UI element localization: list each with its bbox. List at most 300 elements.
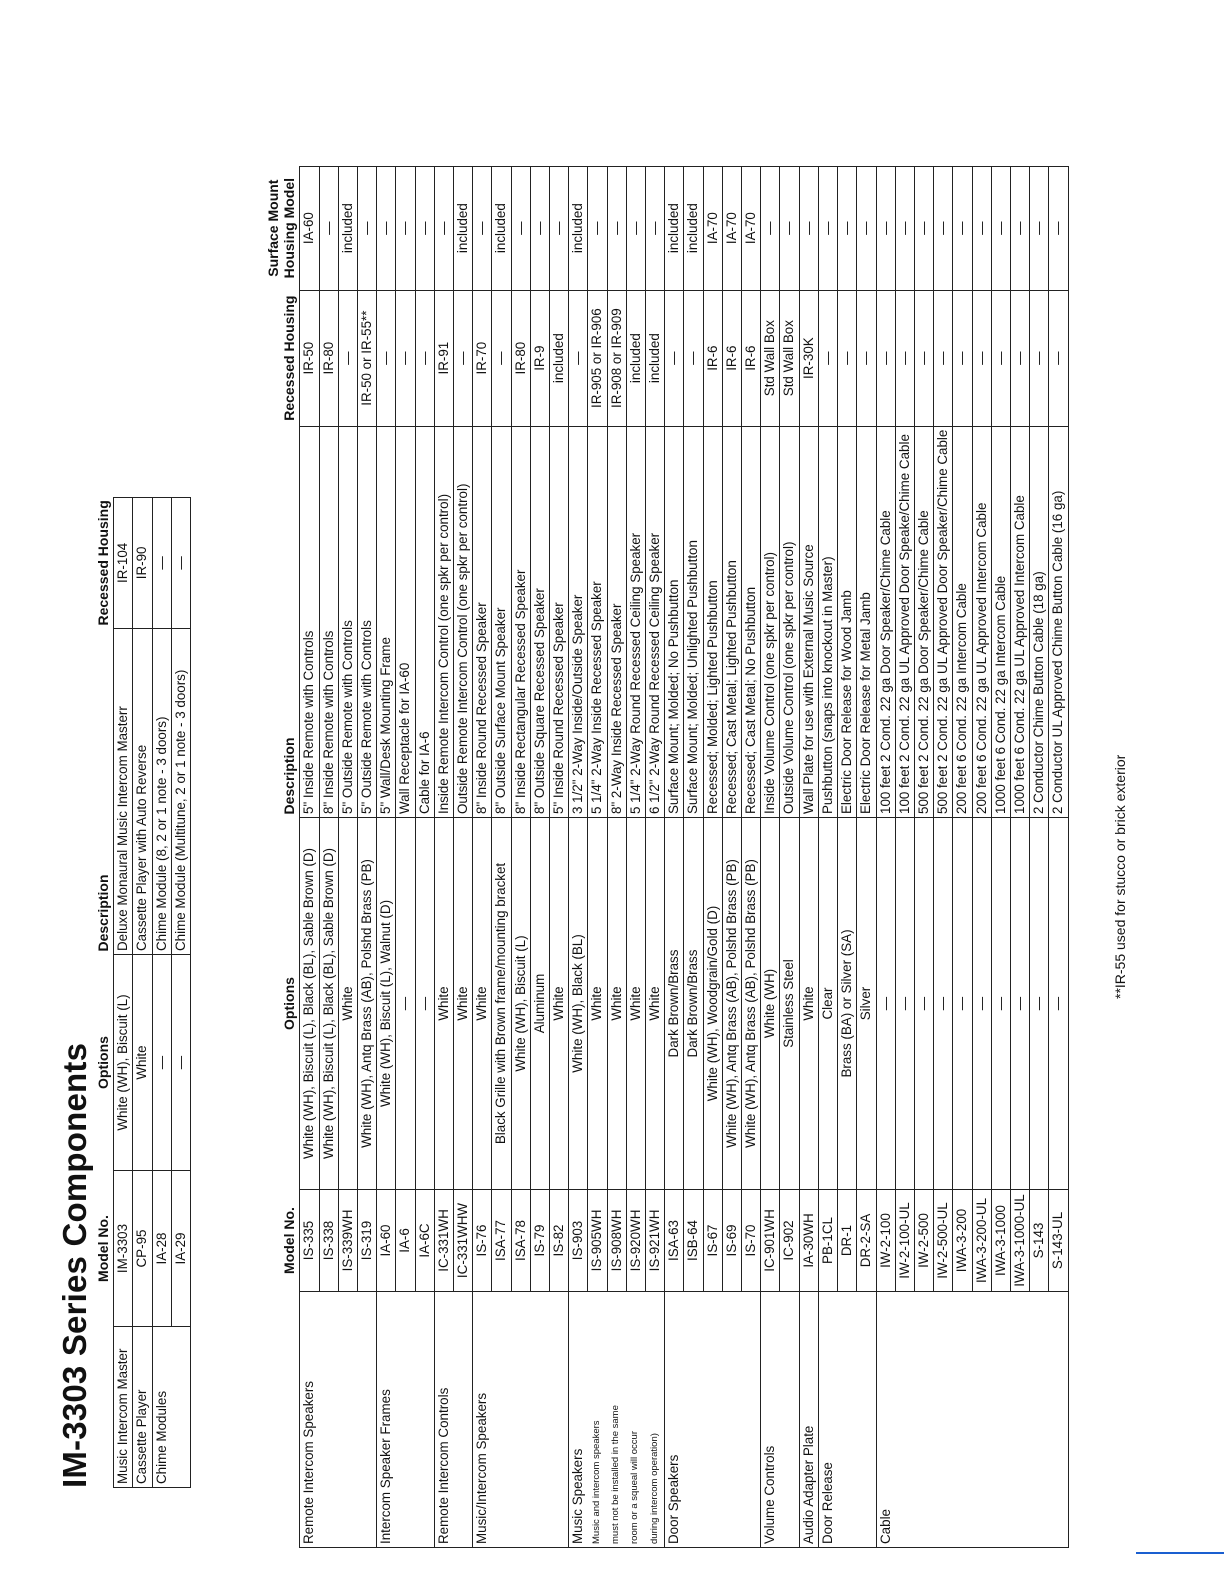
category-cell [742,1292,761,1548]
model-cell: ISB-64 [684,1190,703,1292]
options-cell: White [626,818,645,1190]
category-cell [396,1292,415,1548]
header-model: Model No. [95,1215,111,1282]
table-row [319,166,338,1547]
table-row [684,166,703,1547]
model-cell: IA-6 [396,1190,415,1292]
model-cell: S-143 [1030,1190,1049,1292]
surface-cell: — [1049,166,1068,290]
category-cell [530,1292,549,1548]
model-cell: IC-331WHW [454,1190,473,1292]
table-row [396,166,415,1547]
description-cell: Surface Mount; Molded; No Pushbutton [665,426,684,817]
recessed-cell: — [377,290,396,426]
surface-cell: — [434,166,453,290]
description-cell: 200 feet 6 Cond. 22 ga Intercom Cable [953,426,972,817]
table-row [799,166,818,1547]
description-cell: Recessed; Cast Metal; Lighted Pushbutton [722,426,741,817]
table-row [646,166,665,1547]
recessed-cell: — [818,290,837,426]
table-row [377,166,396,1547]
model-cell: IWA-3-1000-UL [1010,1190,1029,1292]
header-surface-line2: Housing Model [281,177,298,279]
options-cell: White [588,818,607,1190]
model-cell: IWA-3-200 [953,1190,972,1292]
model-cell: IS-903 [569,1190,588,1292]
options-cell: White [338,818,357,1190]
table-row [171,497,190,1487]
recessed-cell: IR-50 or IR-55** [358,290,377,426]
recessed-cell: — [895,290,914,426]
category-cell: Audio Adapter Plate [799,1292,818,1548]
table-row [857,166,876,1547]
recessed-cell: IR-91 [434,290,453,426]
footnote: **IR-55 used for stucco or brick exterior [1112,754,1128,999]
surface-cell: — [511,166,530,290]
model-cell: IW-2-100-UL [895,1190,914,1292]
description-cell: 100 feet 2 Cond. 22 ga Door Speaker/Chime Cable [876,426,895,817]
table-row [818,166,837,1547]
table-row [972,166,991,1547]
surface-cell: — [818,166,837,290]
recessed-cell: — [972,290,991,426]
category-cell [972,1292,991,1548]
recessed-cell: — [1030,290,1049,426]
table-row [133,497,152,1487]
category-cell: Music Speakers [569,1292,588,1548]
category-cell [857,1292,876,1548]
options-cell: Black Grille with Brown frame/mounting bracket [492,818,511,1190]
model-cell: IWA-3-200-UL [972,1190,991,1292]
model-cell: IW-2-100 [876,1190,895,1292]
table-row [876,166,895,1547]
category-cell [358,1292,377,1548]
table-row [742,166,761,1547]
category-cell: room or a squeal will occur [626,1292,645,1548]
description-cell: Electric Door Release for Metal Jamb [857,426,876,817]
description-cell: Surface Mount; Molded; Unlighted Pushbutton [684,426,703,817]
model-cell: S-143-UL [1049,1190,1068,1292]
category-cell: Door Release [818,1292,837,1548]
model-cell: IS-339WH [338,1190,357,1292]
description-cell: Wall Plate for use with External Music Source [799,426,818,817]
table-row [1010,166,1029,1547]
surface-cell: — [530,166,549,290]
category-cell [550,1292,569,1548]
options-cell: — [953,818,972,1190]
category-cell [415,1292,434,1548]
model-cell: IS-82 [550,1190,569,1292]
description-cell: Outside Remote Intercom Control (one spkr per control) [454,426,473,817]
recessed-cell: included [550,290,569,426]
model-cell: PB-1CL [818,1190,837,1292]
description-cell: 1000 feet 6 Cond. 22 ga UL Approved Intercom Cable [1010,426,1029,817]
model-cell: IA-29 [171,1171,190,1327]
model-cell: IS-319 [358,1190,377,1292]
options-cell: — [152,955,171,1171]
category-cell: Music/Intercom Speakers [473,1292,492,1548]
description-cell: 8" Inside Rectangular Recessed Speaker [511,426,530,817]
category-cell [934,1292,953,1548]
recessed-cell: included [646,290,665,426]
components-table-2 [264,166,1069,1548]
options-cell: White (WH) [761,818,780,1190]
table-row [703,166,722,1547]
table-row [300,166,319,1547]
category-cell: Volume Controls [761,1292,780,1548]
options-cell: — [914,818,933,1190]
category-cell [511,1292,530,1548]
recessed-cell: — [152,497,171,628]
surface-cell: — [646,166,665,290]
model-cell: IW-2-500-UL [934,1190,953,1292]
model-cell: IS-76 [473,1190,492,1292]
options-cell: Dark Brown/Brass [665,818,684,1190]
surface-cell: — [588,166,607,290]
category-cell [492,1292,511,1548]
description-cell: 5" Inside Remote with Controls [300,426,319,817]
options-cell: White [799,818,818,1190]
recessed-cell: — [492,290,511,426]
description-cell: 8" Inside Round Recessed Speaker [473,426,492,817]
category-cell [780,1292,799,1548]
model-cell: DR-1 [838,1190,857,1292]
table-row [511,166,530,1547]
model-cell: IA-28 [152,1171,171,1327]
category-cell [838,1292,857,1548]
surface-cell: — [607,166,626,290]
category-cell: must not be installed in the same [607,1292,626,1548]
category-cell [454,1292,473,1548]
options-cell: Aluminum [530,818,549,1190]
recessed-cell: — [953,290,972,426]
surface-cell: — [799,166,818,290]
category-cell: Intercom Speaker Frames [377,1292,396,1548]
recessed-cell: — [1010,290,1029,426]
surface-cell: — [857,166,876,290]
table-row [665,166,684,1547]
table-header [264,166,300,1547]
model-cell: IS-920WH [626,1190,645,1292]
table-row [434,166,453,1547]
options-cell: White (WH), Biscuit (L), Black (BL), Sable Brown (D) [319,818,338,1190]
table-row [588,166,607,1547]
category-cell [703,1292,722,1548]
recessed-cell: IR-70 [473,290,492,426]
recessed-cell: — [415,290,434,426]
table-row [338,166,357,1547]
description-cell: 500 feet 2 Cond. 22 ga UL Approved Door Speaker/Chime Cable [934,426,953,817]
surface-cell: — [415,166,434,290]
table-row [895,166,914,1547]
options-cell: White (WH), Woodgrain/Gold (D) [703,818,722,1190]
header-recessed: Recessed Housing [281,295,298,421]
table-row [358,166,377,1547]
model-cell: IC-902 [780,1190,799,1292]
recessed-cell: IR-30K [799,290,818,426]
surface-cell: included [684,166,703,290]
options-cell: — [1030,818,1049,1190]
category-cell: Remote Intercom Speakers [300,1292,319,1548]
surface-cell: — [1030,166,1049,290]
model-cell: IS-908WH [607,1190,626,1292]
model-cell: IS-338 [319,1190,338,1292]
description-cell: 5" Outside Remote with Controls [338,426,357,817]
options-cell: — [415,818,434,1190]
category-cell [1030,1292,1049,1548]
header-surface-line1: Surface Mount [265,179,281,277]
options-cell: White [434,818,453,1190]
surface-cell: — [396,166,415,290]
surface-cell: included [569,166,588,290]
model-cell: DR-2-SA [857,1190,876,1292]
model-cell: IM-3303 [114,1171,133,1327]
table-header [94,497,114,1487]
category-cell [1010,1292,1029,1548]
description-cell: 8" Outside Surface Mount Speaker [492,426,511,817]
table-row [530,166,549,1547]
category-cell [319,1292,338,1548]
surface-cell: — [319,166,338,290]
options-cell: White [607,818,626,1190]
table-row [152,497,171,1487]
surface-cell: — [626,166,645,290]
surface-cell: — [953,166,972,290]
surface-cell: IA-70 [722,166,741,290]
options-cell: — [934,818,953,1190]
category-cell: Music Intercom Master [114,1327,133,1488]
header-options: Options [95,1036,111,1089]
description-cell: 200 feet 6 Cond. 22 ga UL Approved Intercom Cable [972,426,991,817]
recessed-cell: — [684,290,703,426]
description-cell: Outside Volume Control (one spkr per control) [780,426,799,817]
recessed-cell: — [914,290,933,426]
table-row [1049,166,1068,1547]
description-cell: 2 Conductor UL Approved Chime Button Cable (16 ga) [1049,426,1068,817]
options-cell: — [876,818,895,1190]
model-cell: ISA-78 [511,1190,530,1292]
description-cell: 3 1/2" 2-Way Inside/Outside Speaker [569,426,588,817]
options-cell: White [550,818,569,1190]
category-cell: Remote Intercom Controls [434,1292,453,1548]
recessed-cell: — [338,290,357,426]
options-cell: — [991,818,1010,1190]
surface-cell: — [780,166,799,290]
recessed-cell: — [171,497,190,628]
options-cell: White [133,955,152,1171]
description-cell: Cassette Player with Auto Reverse [133,629,152,955]
surface-cell: IA-70 [742,166,761,290]
recessed-cell: — [569,290,588,426]
description-cell: Deluxe Monaural Music Intercom Masterr [114,629,133,955]
recessed-cell: — [991,290,1010,426]
header-description: Description [95,874,111,952]
recessed-cell: included [626,290,645,426]
model-cell: IC-901WH [761,1190,780,1292]
model-cell: CP-95 [133,1171,152,1327]
recessed-cell: Std Wall Box [761,290,780,426]
options-cell: Dark Brown/Brass [684,818,703,1190]
surface-cell: — [473,166,492,290]
table-row [415,166,434,1547]
options-cell: — [895,818,914,1190]
description-cell: 100 feet 2 Cond. 22 ga UL Approved Door Speake/Chime Cable [895,426,914,817]
recessed-cell: — [396,290,415,426]
options-cell: — [171,955,190,1171]
header-description: Description [281,737,298,815]
options-cell: White (WH), Antq Brass (AB), Polshd Brass (PB) [722,818,741,1190]
category-cell: Music and intercom speakers [588,1292,607,1548]
recessed-cell: IR-104 [114,497,133,628]
options-cell: Clear [818,818,837,1190]
description-cell: 5 1/4" 2-Way Round Recessed Ceiling Speaker [626,426,645,817]
surface-cell: — [358,166,377,290]
options-cell: — [1049,818,1068,1190]
table-row [114,497,133,1487]
description-cell: Inside Volume Control (one spkr per control) [761,426,780,817]
options-cell: Brass (BA) or Silver (SA) [838,818,857,1190]
blue-rule [1136,1552,1224,1554]
recessed-cell: IR-6 [742,290,761,426]
recessed-cell: IR-80 [511,290,530,426]
options-cell: White (WH), Black (BL) [569,818,588,1190]
surface-cell: — [972,166,991,290]
category-cell [914,1292,933,1548]
surface-cell: — [934,166,953,290]
table-row [473,166,492,1547]
table-row [914,166,933,1547]
category-cell: Cassette Player [133,1327,152,1488]
model-cell: IS-335 [300,1190,319,1292]
model-cell: IC-331WH [434,1190,453,1292]
category-cell [1049,1292,1068,1548]
recessed-cell: — [454,290,473,426]
table-row [1030,166,1049,1547]
surface-cell: — [761,166,780,290]
options-cell: White [454,818,473,1190]
category-cell [895,1292,914,1548]
page-title: IM-3303 Series Components [56,1042,93,1488]
table-row [780,166,799,1547]
model-cell: IS-921WH [646,1190,665,1292]
surface-cell: included [492,166,511,290]
surface-cell: included [454,166,473,290]
category-cell: Door Speakers [665,1292,684,1548]
options-cell: White (WH), Biscuit (L), Walnut (D) [377,818,396,1190]
description-cell: Wall Receptacle for IA-60 [396,426,415,817]
recessed-cell: IR-6 [722,290,741,426]
category-cell [722,1292,741,1548]
description-cell: Chime Module (8, 2 or 1 note - 3 doors) [152,629,171,955]
header-model: Model No. [281,1207,298,1274]
recessed-cell: IR-6 [703,290,722,426]
description-cell: 6 1/2" 2-Way Round Recessed Ceiling Speaker [646,426,665,817]
table-row [607,166,626,1547]
surface-cell: — [550,166,569,290]
recessed-cell: — [838,290,857,426]
table-row [722,166,741,1547]
table-row [838,166,857,1547]
description-cell: 2 Conductor Chime Button Cable (18 ga) [1030,426,1049,817]
surface-cell: — [838,166,857,290]
surface-cell: — [876,166,895,290]
model-cell: IA-30WH [799,1190,818,1292]
recessed-cell: — [857,290,876,426]
recessed-cell: — [876,290,895,426]
components-table-1 [94,497,191,1488]
description-cell: Pushbutton (snaps into knockout in Master) [818,426,837,817]
recessed-cell: IR-90 [133,497,152,628]
surface-cell: — [895,166,914,290]
model-cell: IW-2-500 [914,1190,933,1292]
description-cell: 8" Inside Remote with Controls [319,426,338,817]
options-cell: — [396,818,415,1190]
options-cell: — [1010,818,1029,1190]
model-cell: ISA-63 [665,1190,684,1292]
category-cell: during intercom operation) [646,1292,665,1548]
table-row [492,166,511,1547]
description-cell: 8" Outside Square Recessed Speaker [530,426,549,817]
options-cell: White [473,818,492,1190]
surface-cell: included [338,166,357,290]
category-cell: Cable [876,1292,895,1548]
description-cell: 1000 feet 6 Cond. 22 ga Intercom Cable [991,426,1010,817]
table-row [626,166,645,1547]
surface-cell: — [991,166,1010,290]
surface-cell: — [377,166,396,290]
description-cell: 500 feet 2 Cond. 22 ga Door Speaker/Chime Cable [914,426,933,817]
recessed-cell: — [934,290,953,426]
table-row [569,166,588,1547]
options-cell: White (WH), Antq Brass (AB), Polshd Brass (PB) [742,818,761,1190]
header-recessed: Recessed Housing [95,500,111,626]
recessed-cell: — [1049,290,1068,426]
options-cell: White (WH), Biscuit (L) [511,818,530,1190]
recessed-cell: IR-50 [300,290,319,426]
table-row [953,166,972,1547]
options-cell: White [646,818,665,1190]
model-cell: IS-79 [530,1190,549,1292]
options-cell: — [972,818,991,1190]
description-cell: Electric Door Release for Wood Jamb [838,426,857,817]
table-row [991,166,1010,1547]
category-cell [684,1292,703,1548]
model-cell: IWA-3-1000 [991,1190,1010,1292]
recessed-cell: IR-908 or IR-909 [607,290,626,426]
options-cell: White (WH), Biscuit (L), Black (BL), Sable Brown (D) [300,818,319,1190]
surface-cell: IA-70 [703,166,722,290]
description-cell: Cable for IA-6 [415,426,434,817]
model-cell: IS-69 [722,1190,741,1292]
description-cell: Recessed; Molded; Lighted Pushbutton [703,426,722,817]
header-options: Options [281,977,298,1030]
surface-cell: — [914,166,933,290]
table-row [934,166,953,1547]
model-cell: IA-6C [415,1190,434,1292]
category-cell [338,1292,357,1548]
table-row [550,166,569,1547]
options-cell: Stainless Steel [780,818,799,1190]
description-cell: 5 1/4" 2-Way Inside Recessed Speaker [588,426,607,817]
options-cell: Silver [857,818,876,1190]
surface-cell: IA-60 [300,166,319,290]
model-cell: IA-60 [377,1190,396,1292]
options-cell: White (WH), Biscuit (L) [114,955,133,1171]
category-cell [171,1327,190,1488]
category-cell: Chime Modules [152,1327,171,1488]
recessed-cell: IR-9 [530,290,549,426]
table-row [761,166,780,1547]
